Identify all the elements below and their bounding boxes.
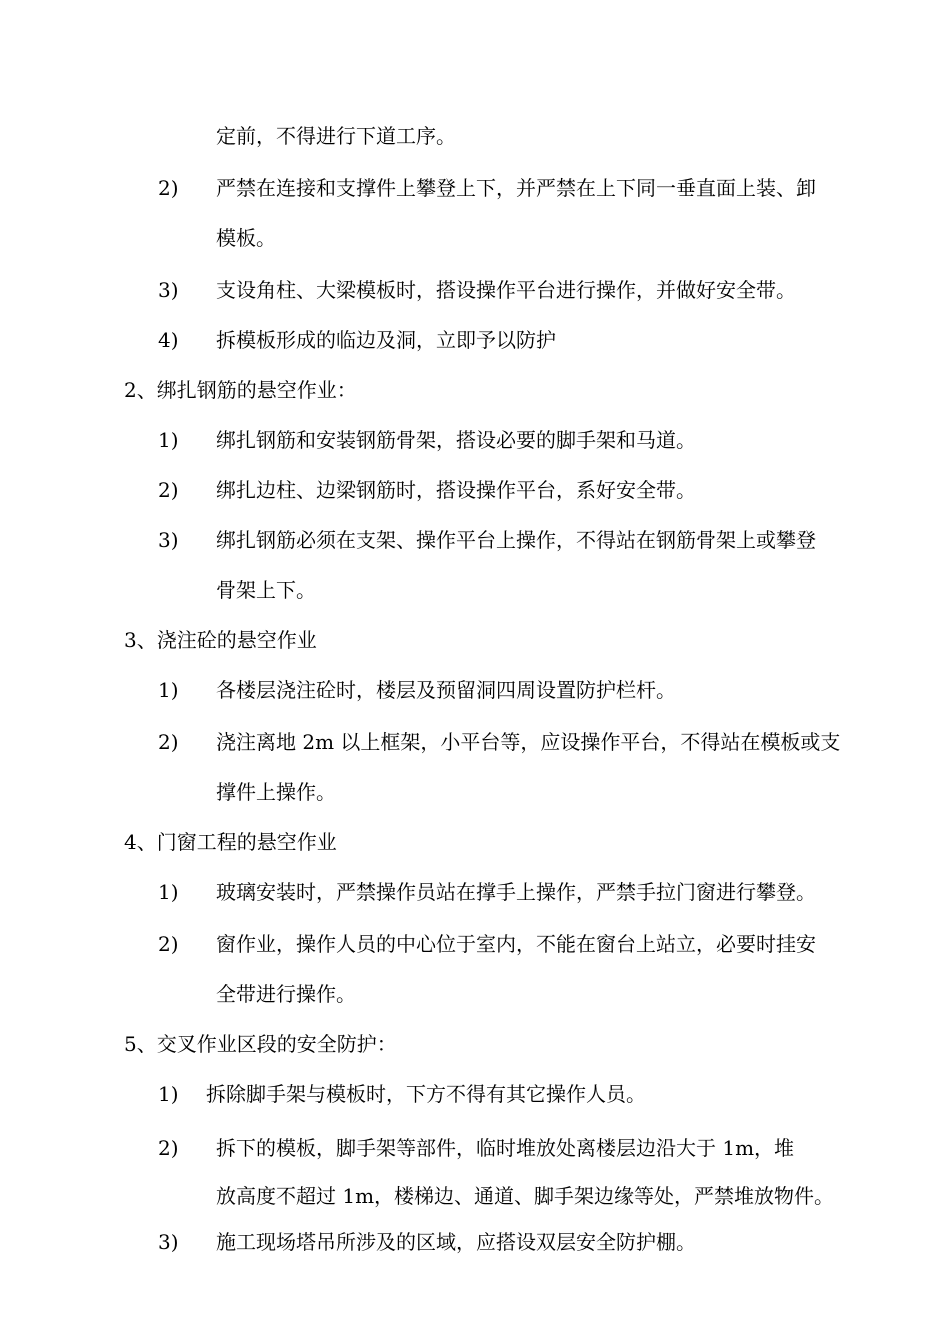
section-heading: 3、浇注砼的悬空作业 — [124, 628, 317, 652]
section-heading: 4、门窗工程的悬空作业 — [124, 830, 337, 854]
item-text: 拆模板形成的临边及洞，立即予以防护 — [216, 328, 556, 352]
item-text: 绑扎钢筋必须在支架、操作平台上操作，不得站在钢筋骨架上或攀登 — [216, 528, 816, 552]
item-text: 窗作业，操作人员的中心位于室内，不能在窗台上站立，必要时挂安 — [216, 932, 816, 956]
item-number: 3) — [158, 528, 179, 552]
item-text: 拆除脚手架与模板时，下方不得有其它操作人员。 — [206, 1082, 646, 1106]
item-text: 绑扎钢筋和安装钢筋骨架，搭设必要的脚手架和马道。 — [216, 428, 696, 452]
item-text: 绑扎边柱、边梁钢筋时，搭设操作平台，系好安全带。 — [216, 478, 696, 502]
item-text: 浇注离地 2m 以上框架，小平台等，应设操作平台，不得站在模板或支 — [216, 730, 841, 754]
item-text: 各楼层浇注砼时，楼层及预留洞四周设置防护栏杆。 — [216, 678, 676, 702]
item-number: 2) — [158, 730, 179, 754]
item-number: 4) — [158, 328, 179, 352]
section-heading: 2、绑扎钢筋的悬空作业： — [124, 378, 357, 402]
item-number: 2) — [158, 478, 179, 502]
item-number: 2) — [158, 1136, 179, 1160]
section-heading: 5、交叉作业区段的安全防护： — [124, 1032, 397, 1056]
item-text: 模板。 — [216, 226, 276, 250]
item-text: 玻璃安装时，严禁操作员站在撑手上操作，严禁手拉门窗进行攀登。 — [216, 880, 816, 904]
item-text: 拆下的模板，脚手架等部件，临时堆放处离楼层边沿大于 1m，堆 — [216, 1136, 795, 1160]
item-number: 1) — [158, 1082, 179, 1106]
item-number: 1) — [158, 428, 179, 452]
item-number: 2) — [158, 176, 179, 200]
item-text: 严禁在连接和支撑件上攀登上下，并严禁在上下同一垂直面上装、卸 — [216, 176, 816, 200]
item-text: 撑件上操作。 — [216, 780, 336, 804]
item-number: 2) — [158, 932, 179, 956]
item-number: 1) — [158, 678, 179, 702]
item-number: 1) — [158, 880, 179, 904]
item-text: 支设角柱、大梁模板时，搭设操作平台进行操作，并做好安全带。 — [216, 278, 796, 302]
item-number: 3) — [158, 278, 179, 302]
item-text: 放高度不超过 1m，楼梯边、通道、脚手架边缘等处，严禁堆放物件。 — [216, 1184, 835, 1208]
item-text: 施工现场塔吊所涉及的区域，应搭设双层安全防护棚。 — [216, 1230, 696, 1254]
item-text: 定前，不得进行下道工序。 — [216, 124, 456, 148]
item-text: 全带进行操作。 — [216, 982, 356, 1006]
item-number: 3) — [158, 1230, 179, 1254]
item-text: 骨架上下。 — [216, 578, 316, 602]
